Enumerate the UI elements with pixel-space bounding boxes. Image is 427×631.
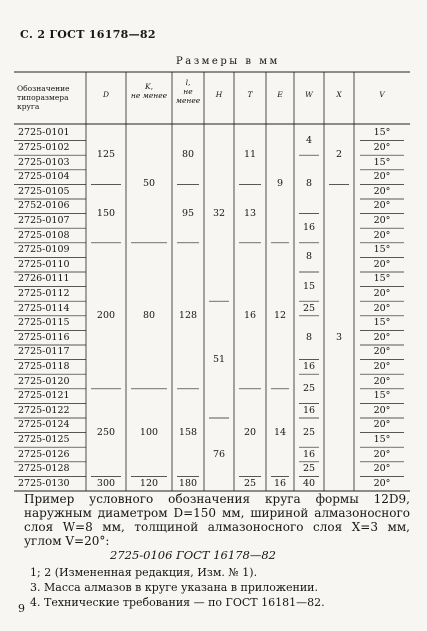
cell-H: 76 <box>212 448 226 460</box>
row-code: 2725-0115 <box>18 317 70 329</box>
cell-W: 16 <box>302 360 316 372</box>
header-H: H <box>215 90 223 99</box>
header-T: T <box>247 90 253 99</box>
cell-V: 20° <box>373 214 391 226</box>
cell-E: 12 <box>273 309 287 321</box>
header-E: E <box>277 90 283 99</box>
row-code: 2725-0101 <box>18 127 70 139</box>
row-code: 2726-0111 <box>18 273 70 285</box>
row-code: 2725-0121 <box>18 390 70 402</box>
cell-V: 20° <box>373 287 391 299</box>
table-grid <box>14 72 410 490</box>
cell-V: 15° <box>373 156 391 168</box>
row-code: 2725-0122 <box>18 404 70 416</box>
cell-V: 15° <box>373 433 391 445</box>
cell-V: 20° <box>373 229 391 241</box>
cell-l: 158 <box>178 426 198 438</box>
note-1: 1; 2 (Измененная редакция, Изм. № 1). <box>30 566 258 579</box>
row-code: 2752-0106 <box>18 200 70 212</box>
cell-D: 125 <box>96 149 116 161</box>
example-designation: 2725-0106 ГОСТ 16178—82 <box>110 548 276 562</box>
header-V: V <box>379 90 385 99</box>
cell-l: 95 <box>181 207 195 219</box>
cell-W: 25 <box>302 382 316 394</box>
cell-D: 200 <box>96 309 116 321</box>
row-code: 2725-0104 <box>18 171 70 183</box>
row-code: 2725-0120 <box>18 375 70 387</box>
cell-V: 15° <box>373 244 391 256</box>
cell-W: 8 <box>305 331 313 343</box>
cell-V: 15° <box>373 390 391 402</box>
cell-W: 15 <box>302 280 316 292</box>
cell-V: 20° <box>373 200 391 212</box>
cell-E: 9 <box>276 178 284 190</box>
cell-V: 15° <box>373 317 391 329</box>
cell-l: 80 <box>181 149 195 161</box>
row-code: 2725-0103 <box>18 156 70 168</box>
cell-X: 3 <box>335 331 343 343</box>
cell-D: 150 <box>96 207 116 219</box>
cell-V: 20° <box>373 331 391 343</box>
cell-l: 180 <box>178 477 198 489</box>
row-code: 2725-0117 <box>18 346 70 358</box>
sizes-table <box>14 72 410 490</box>
cell-V: 20° <box>373 404 391 416</box>
cell-V: 20° <box>373 375 391 387</box>
cell-E: 14 <box>273 426 287 438</box>
cell-E: 16 <box>273 477 287 489</box>
row-code: 2725-0118 <box>18 360 70 372</box>
header-code: Обозначение типоразмера круга <box>17 84 70 111</box>
row-code: 2725-0125 <box>18 433 70 445</box>
cell-W: 16 <box>302 404 316 416</box>
example-paragraph: Пример условного обозначения круга формы 12D9, наружным диаметром D=150 мм, шириной алмазоносного слоя W=8 мм, толщиной алмазоносного слоя X=3 мм, углом V=20°: <box>24 492 410 548</box>
header-D: D <box>102 90 109 99</box>
header-K: K, не менее <box>130 82 168 100</box>
row-code: 2725-0124 <box>18 419 70 431</box>
cell-W: 16 <box>302 222 316 234</box>
cell-V: 20° <box>373 477 391 489</box>
cell-W: 8 <box>305 251 313 263</box>
cell-l: 128 <box>178 309 198 321</box>
row-code: 2725-0114 <box>18 302 70 314</box>
cell-W: 16 <box>302 448 316 460</box>
row-code: 2725-0109 <box>18 244 70 256</box>
note-2: 3. Масса алмазов в круге указана в приложении. <box>30 581 318 594</box>
cell-T: 13 <box>243 207 257 219</box>
cell-W: 8 <box>305 178 313 190</box>
cell-V: 20° <box>373 171 391 183</box>
cell-D: 300 <box>96 477 116 489</box>
cell-K: 50 <box>142 178 156 190</box>
cell-V: 20° <box>373 141 391 153</box>
row-code: 2725-0112 <box>18 287 70 299</box>
cell-X: 2 <box>335 149 343 161</box>
cell-V: 20° <box>373 360 391 372</box>
cell-V: 20° <box>373 302 391 314</box>
cell-W: 40 <box>302 477 316 489</box>
header-X: X <box>336 90 342 99</box>
cell-V: 15° <box>373 273 391 285</box>
header-l: l, не менее <box>175 78 201 105</box>
cell-H: 51 <box>212 353 226 365</box>
header-W: W <box>305 90 313 99</box>
cell-W: 25 <box>302 302 316 314</box>
dimensions-note: Размеры в мм <box>176 56 280 67</box>
page-number: 9 <box>18 602 25 615</box>
cell-K: 120 <box>139 477 159 489</box>
cell-D: 250 <box>96 426 116 438</box>
cell-V: 20° <box>373 448 391 460</box>
cell-K: 80 <box>142 309 156 321</box>
row-code: 2725-0128 <box>18 463 70 475</box>
cell-V: 20° <box>373 346 391 358</box>
cell-V: 20° <box>373 463 391 475</box>
cell-V: 20° <box>373 258 391 270</box>
cell-T: 20 <box>243 426 257 438</box>
row-code: 2725-0102 <box>18 141 70 153</box>
row-code: 2725-0130 <box>18 477 70 489</box>
cell-H: 32 <box>212 207 226 219</box>
cell-K: 100 <box>139 426 159 438</box>
cell-W: 25 <box>302 463 316 475</box>
row-code: 2725-0116 <box>18 331 70 343</box>
cell-T: 16 <box>243 309 257 321</box>
note-3: 4. Технические требования — по ГОСТ 16181—82. <box>30 596 325 609</box>
row-code: 2725-0107 <box>18 214 70 226</box>
cell-T: 11 <box>243 149 257 161</box>
row-code: 2725-0110 <box>18 258 70 270</box>
cell-W: 25 <box>302 426 316 438</box>
row-code: 2725-0108 <box>18 229 70 241</box>
page-header: С. 2 ГОСТ 16178—82 <box>20 28 156 41</box>
cell-V: 20° <box>373 419 391 431</box>
row-code: 2725-0126 <box>18 448 70 460</box>
cell-V: 15° <box>373 127 391 139</box>
cell-T: 25 <box>243 477 257 489</box>
row-code: 2725-0105 <box>18 185 70 197</box>
cell-W: 4 <box>305 134 313 146</box>
cell-V: 20° <box>373 185 391 197</box>
